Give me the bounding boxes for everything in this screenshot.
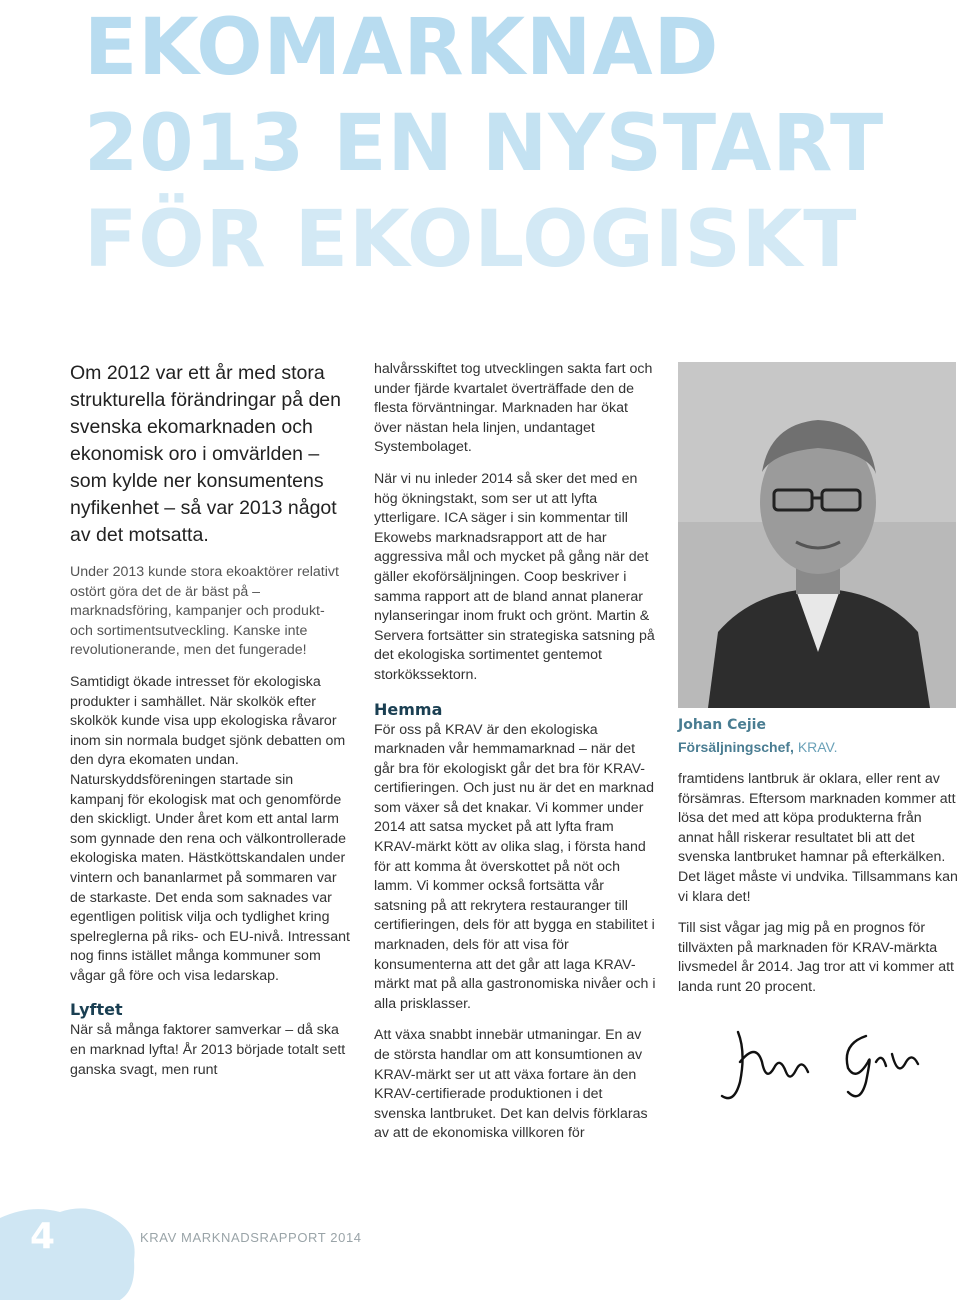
- intro-paragraph: Under 2013 kunde stora ekoaktörer relativt ostört göra det de är bäst på – marknadsföring, kampanjer och produkt- och sortimentsutveckling. Kanske inte revolutionerande, men det fungerade!: [70, 564, 339, 659]
- lead-paragraph: Om 2012 var ett år med stora strukturella förändringar på den svenska ekomarknaden och ekonomisk oro i omvärlden – som kylde ner konsumentens nyfikenhet – så var 2013 något av det motsatta.: [70, 362, 341, 546]
- caption-org: KRAV.: [797, 738, 838, 755]
- page-number: 4: [30, 1216, 56, 1257]
- body-paragraph: För oss på KRAV är den ekologiska marknaden vår hemmamarknad – när det går bra för ekologiskt går det bra för KRAV-certifieringen. Och just nu är det en marknad som växer så det knakar. Vi kommer under 2014 att satsa mycket på att lyfta fram KRAV-märkt kött av olika slag, i första hand för att komma åt överskottet på nöt och lamm. Vi kommer också fortsätta vår satsning på att rekrytera restauranger till certifieringen, dels för att bygga en stabilitet i marknaden, dels för att visa för konsumenterna att det går att laga KRAV-märkt mat på alla gastronomiska nivåer och i alla prisklasser.: [374, 721, 656, 1012]
- body-paragraph: framtidens lantbruk är oklara, eller rent av försämras. Eftersom marknaden kommer att lösa det med att köpa produkterna från annat håll riskerar resultatet bli att det svenska lantbruket hamnar på efterkälken. Det läget måste vi undvika. Tillsammans kan vi klara det!: [678, 771, 958, 905]
- caption-role: [678, 738, 956, 758]
- page-title: [84, 0, 944, 288]
- title-line-3: FÖR EKOLOGISKT: [84, 195, 858, 285]
- caption-title: Försäljningschef,: [678, 738, 794, 755]
- portrait-illustration: [678, 362, 956, 708]
- body-paragraph: När så många faktorer samverkar – då ska en marknad lyfta! År 2013 började totalt sett ganska svagt, men runt: [70, 1022, 346, 1078]
- section-heading-hemma: Hemma: [374, 699, 443, 719]
- photo-caption: [678, 716, 956, 757]
- body-paragraph: När vi nu inleder 2014 så sker det med en hög ökningstakt, som ser ut att lyfta ytterligare. ICA säger i sin kommentar till Ekowebs marknadsrapport att de har aggressiva mål och mycket på gång när det gäller ekoförsäljningen. Coop beskriver i samma rapport att de bland annat planerar nylanseringar inom frukt och grönt. Martin & Servera fortsätter sin strategiska satsning på det ekologiska sortimentet gentemot storkökssektorn.: [374, 470, 655, 683]
- title-line-1: EKOMARKNAD: [84, 3, 720, 93]
- column-1: [70, 360, 350, 1092]
- title-line-2: 2013 EN NYSTART: [84, 99, 885, 189]
- column-3: [678, 770, 958, 1010]
- body-paragraph: Till sist vågar jag mig på en prognos för tillväxten på marknaden för KRAV-märkta livsmedel år 2014. Jag tror att vi kommer att landa runt 20 procent.: [678, 920, 954, 995]
- body-paragraph: Att växa snabbt innebär utmaningar. En av de största handlar om att konsumtionen av KRAV-märkt ser ut att växa fortare än den KRAV-certifierade produktionen i det svenska lantbruket. Det kan delvis förklaras av att de ekonomiska villkoren för: [374, 1027, 648, 1142]
- footer-publication: KRAV MARKNADSRAPPORT 2014: [140, 1230, 362, 1245]
- page-number-bubble: [0, 1200, 138, 1300]
- column-2: [374, 360, 656, 1156]
- caption-name: Johan Cejie: [678, 717, 766, 733]
- body-paragraph: halvårsskiftet tog utvecklingen sakta fart och under fjärde kvartalet överträffade den de flesta förväntningar. Marknaden har ökat över nästan hela linjen, undantaget Systembolaget.: [374, 361, 653, 456]
- section-heading-lyftet: Lyftet: [70, 1000, 123, 1020]
- portrait-photo: [678, 362, 956, 708]
- signature: [716, 1022, 922, 1106]
- body-paragraph: Samtidigt ökade intresset för ekologiska produkter i samhället. När skolkök efter skolkök kunde visa upp ekologiska råvaror inom sin normala budget sjönk debatten om den dyra ekomaten undan. Naturskyddsföreningen startade sin kampanj för ekologisk mat och genomförde den skickligt. Under året kom ett antal larm som gynnade den rena och välkontrollerade ekologiska maten. Hästköttskandalen under vintern och bananlarmet på sommaren var de starkaste. Det enda som saknades var egentligen politisk vilja och tydlighet kring spelreglerna på riks- och EU-nivå. Intressant nog finns istället många kommuner som vågar gå före och visa ledarskap.: [70, 673, 350, 984]
